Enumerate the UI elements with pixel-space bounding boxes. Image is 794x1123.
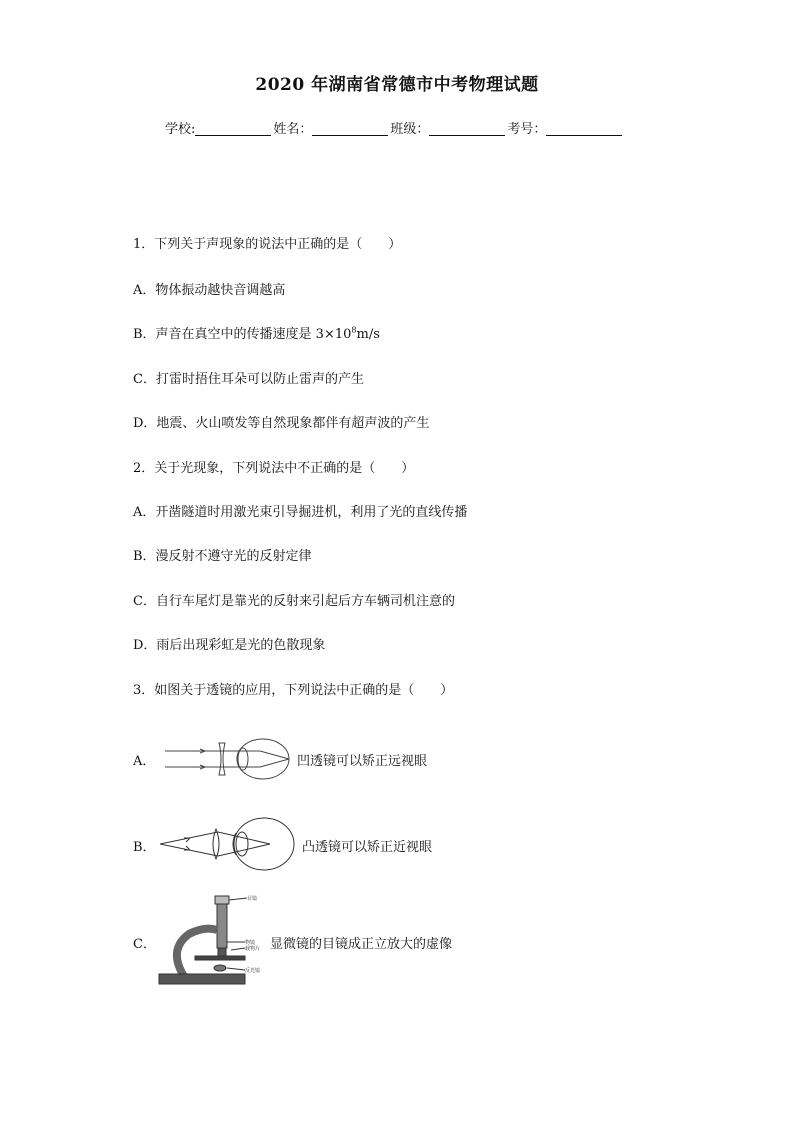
page-title: 2020 年湖南省常德市中考物理试题 (255, 75, 539, 95)
option-b-exponent: 8 (351, 325, 357, 335)
exam-no-label: 考号： (507, 122, 547, 137)
question-2-option-d: D．雨后出现彩虹是光的色散现象 (133, 638, 326, 653)
school-blank[interactable] (195, 121, 271, 136)
question-1-option-c: C．打雷时捂住耳朵可以防止雷声的产生 (133, 372, 364, 387)
student-info-line (165, 118, 624, 137)
question-3-option-a-label: A． (133, 754, 156, 769)
microscope-label-objective: 物镜 (245, 940, 256, 946)
question-1-option-d: D．地震、火山喷发等自然现象都伴有超声波的产生 (133, 416, 430, 431)
microscope-label-eyepiece: 目镜 (247, 896, 258, 902)
microscope-label-slide: 载物片 (245, 946, 261, 952)
option-b-unit: m/s (356, 327, 380, 342)
school-label: 学校: (165, 122, 196, 137)
option-b-text: B．声音在真空中的传播速度是 3×10 (133, 327, 352, 342)
class-blank[interactable] (429, 121, 505, 136)
question-1-option-b (133, 323, 380, 342)
convex-lens-eye-diagram (160, 815, 300, 873)
exam-no-blank[interactable] (546, 121, 622, 136)
microscope-diagram (155, 890, 265, 988)
question-1-stem: 1．下列关于声现象的说法中正确的是（ ） (133, 237, 402, 252)
question-3-option-b-label: B． (133, 840, 156, 855)
question-1-option-a: A．物体振动越快音调越高 (133, 283, 286, 298)
question-2-option-c: C．自行车尾灯是靠光的反射来引起后方车辆司机注意的 (133, 594, 455, 609)
concave-lens-eye-diagram (165, 735, 295, 783)
question-3-stem: 3．如图关于透镜的应用，下列说法中正确的是（ ） (133, 683, 454, 698)
question-2-stem: 2．关于光现象，下列说法中不正确的是（ ） (133, 461, 415, 476)
question-3-option-a-text: 凹透镜可以矫正远视眼 (297, 754, 428, 769)
question-2-option-b: B．漫反射不遵守光的反射定律 (133, 549, 312, 564)
microscope-label-mirror: 反光镜 (245, 968, 261, 974)
question-3-option-b-text: 凸透镜可以矫正近视眼 (302, 840, 433, 855)
question-2-option-a: A．开凿隧道时用激光束引导掘进机，利用了光的直线传播 (133, 505, 468, 520)
name-blank[interactable] (312, 121, 388, 136)
question-3-option-c-text: 显微镜的目镜成正立放大的虚像 (270, 937, 453, 952)
name-label: 姓名： (273, 122, 313, 137)
question-3-option-c-label: C． (133, 937, 156, 952)
class-label: 班级： (390, 122, 430, 137)
